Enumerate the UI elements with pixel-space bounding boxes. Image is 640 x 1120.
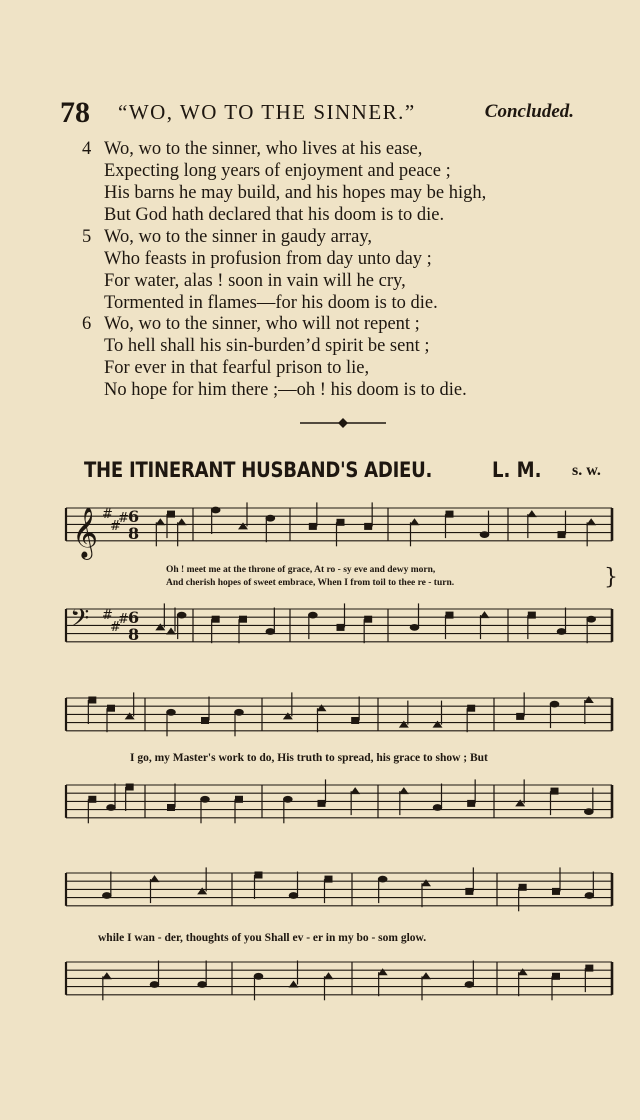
note-head [465, 981, 475, 988]
note-head [446, 612, 454, 619]
stanza-line: For water, alas ! soon in vain will he cry, [104, 271, 406, 291]
note-head [167, 804, 175, 811]
note-head [550, 701, 560, 708]
sharp-icon: # [110, 620, 121, 635]
note-head [378, 876, 388, 883]
note-head [364, 523, 372, 530]
note-head [410, 624, 420, 631]
sharp-icon: # [102, 608, 113, 623]
stanza-line: For ever in that fearful prison to lie, [104, 358, 370, 378]
note-head [266, 628, 276, 635]
time-signature: 6 [128, 507, 140, 526]
note-head [364, 616, 372, 623]
stanza-line: Who feasts in profusion from day unto day ; [104, 249, 432, 269]
note-head [586, 616, 596, 623]
tune-title: THE ITINERANT HUSBAND'S ADIEU. [84, 458, 433, 482]
note-head [528, 612, 536, 619]
note-head [318, 800, 326, 807]
sharp-icon: # [102, 507, 113, 522]
note-head [239, 616, 247, 623]
time-signature: 6 [128, 608, 140, 627]
note-head [516, 713, 524, 720]
note-head [235, 796, 243, 803]
note-head [308, 612, 318, 619]
sharp-icon: # [118, 612, 129, 627]
running-title: “WO, WO TO THE SINNER.” [118, 100, 416, 124]
stanza-line: His barns he may build, and his hopes may be high, [104, 183, 487, 203]
note-head [433, 804, 443, 811]
stanza-line: Wo, wo to the sinner, who will not repent ; [104, 314, 420, 334]
running-note: Concluded. [484, 101, 574, 122]
note-head [551, 788, 559, 795]
note-head [212, 616, 220, 623]
note-head [467, 705, 475, 712]
note-head [552, 973, 560, 980]
note-head [283, 796, 293, 803]
sharp-icon: # [110, 519, 121, 534]
note-head [465, 888, 473, 895]
stanza-number: 6 [82, 314, 92, 334]
note-head [585, 965, 593, 972]
note-head [167, 511, 175, 518]
lyric-line: Oh ! meet me at the throne of grace, At ro - sy eve and dewy morn, [166, 565, 436, 575]
stanza-line: Tormented in flames—for his doom is to die. [104, 293, 438, 313]
stanza-line: Wo, wo to the sinner, who lives at his ease, [104, 139, 423, 159]
note-head [557, 628, 567, 635]
note-head [255, 872, 263, 879]
note-head [552, 888, 560, 895]
note-head [177, 612, 187, 619]
stanza-number: 4 [82, 139, 92, 159]
stanza-line: Expecting long years of enjoyment and peace ; [104, 161, 451, 181]
lyric-line: And cherish hopes of sweet embrace, When I from toil to thee re - turn. [166, 578, 455, 588]
note-head [309, 523, 317, 530]
lyric-line: I go, my Master's work to do, His truth to spread, his grace to show ; But [130, 752, 488, 764]
note-head [584, 808, 594, 815]
note-head [585, 892, 595, 899]
time-signature: 8 [128, 524, 140, 543]
stanza-number: 5 [82, 227, 92, 247]
note-head [351, 717, 359, 724]
note-head [480, 531, 490, 538]
time-signature: 8 [128, 625, 140, 644]
note-head [102, 892, 112, 899]
note-head [88, 697, 96, 704]
note-head [88, 796, 96, 803]
lyric-line: while I wan - der, thoughts of you Shall ev - er in my bo - som glow. [98, 932, 427, 944]
stanza-line: To hell shall his sin-burden’d spirit be sent ; [104, 336, 430, 356]
bass-clef-icon: 𝄢 [70, 604, 90, 639]
stanza-line: Wo, wo to the sinner in gaudy array, [104, 227, 373, 247]
note-head [107, 705, 115, 712]
stanza-line: No hope for him there ;—oh ! his doom is to die. [104, 380, 467, 400]
note-head [558, 531, 566, 538]
sharp-icon: # [118, 511, 129, 526]
note-head [150, 981, 160, 988]
note-head [166, 709, 176, 716]
note-head [446, 511, 454, 518]
note-head [197, 981, 207, 988]
note-head [289, 892, 299, 899]
tune-author: s. w. [572, 462, 601, 479]
note-head [325, 876, 333, 883]
note-head [266, 515, 276, 522]
note-head [126, 784, 134, 791]
note-head [337, 624, 345, 631]
tune-meter: L. M. [492, 458, 542, 482]
note-head [106, 804, 116, 811]
note-head [467, 800, 475, 807]
note-head [254, 973, 264, 980]
stanza-line: But God hath declared that his doom is to die. [104, 205, 445, 225]
treble-clef-icon: 𝄞 [72, 506, 99, 558]
brace-icon: } [604, 565, 618, 590]
note-head [201, 717, 209, 724]
note-head [200, 796, 210, 803]
page-number: 78 [60, 96, 90, 129]
note-head [234, 709, 244, 716]
note-head [337, 519, 345, 526]
note-head [211, 507, 221, 514]
note-head [519, 884, 527, 891]
